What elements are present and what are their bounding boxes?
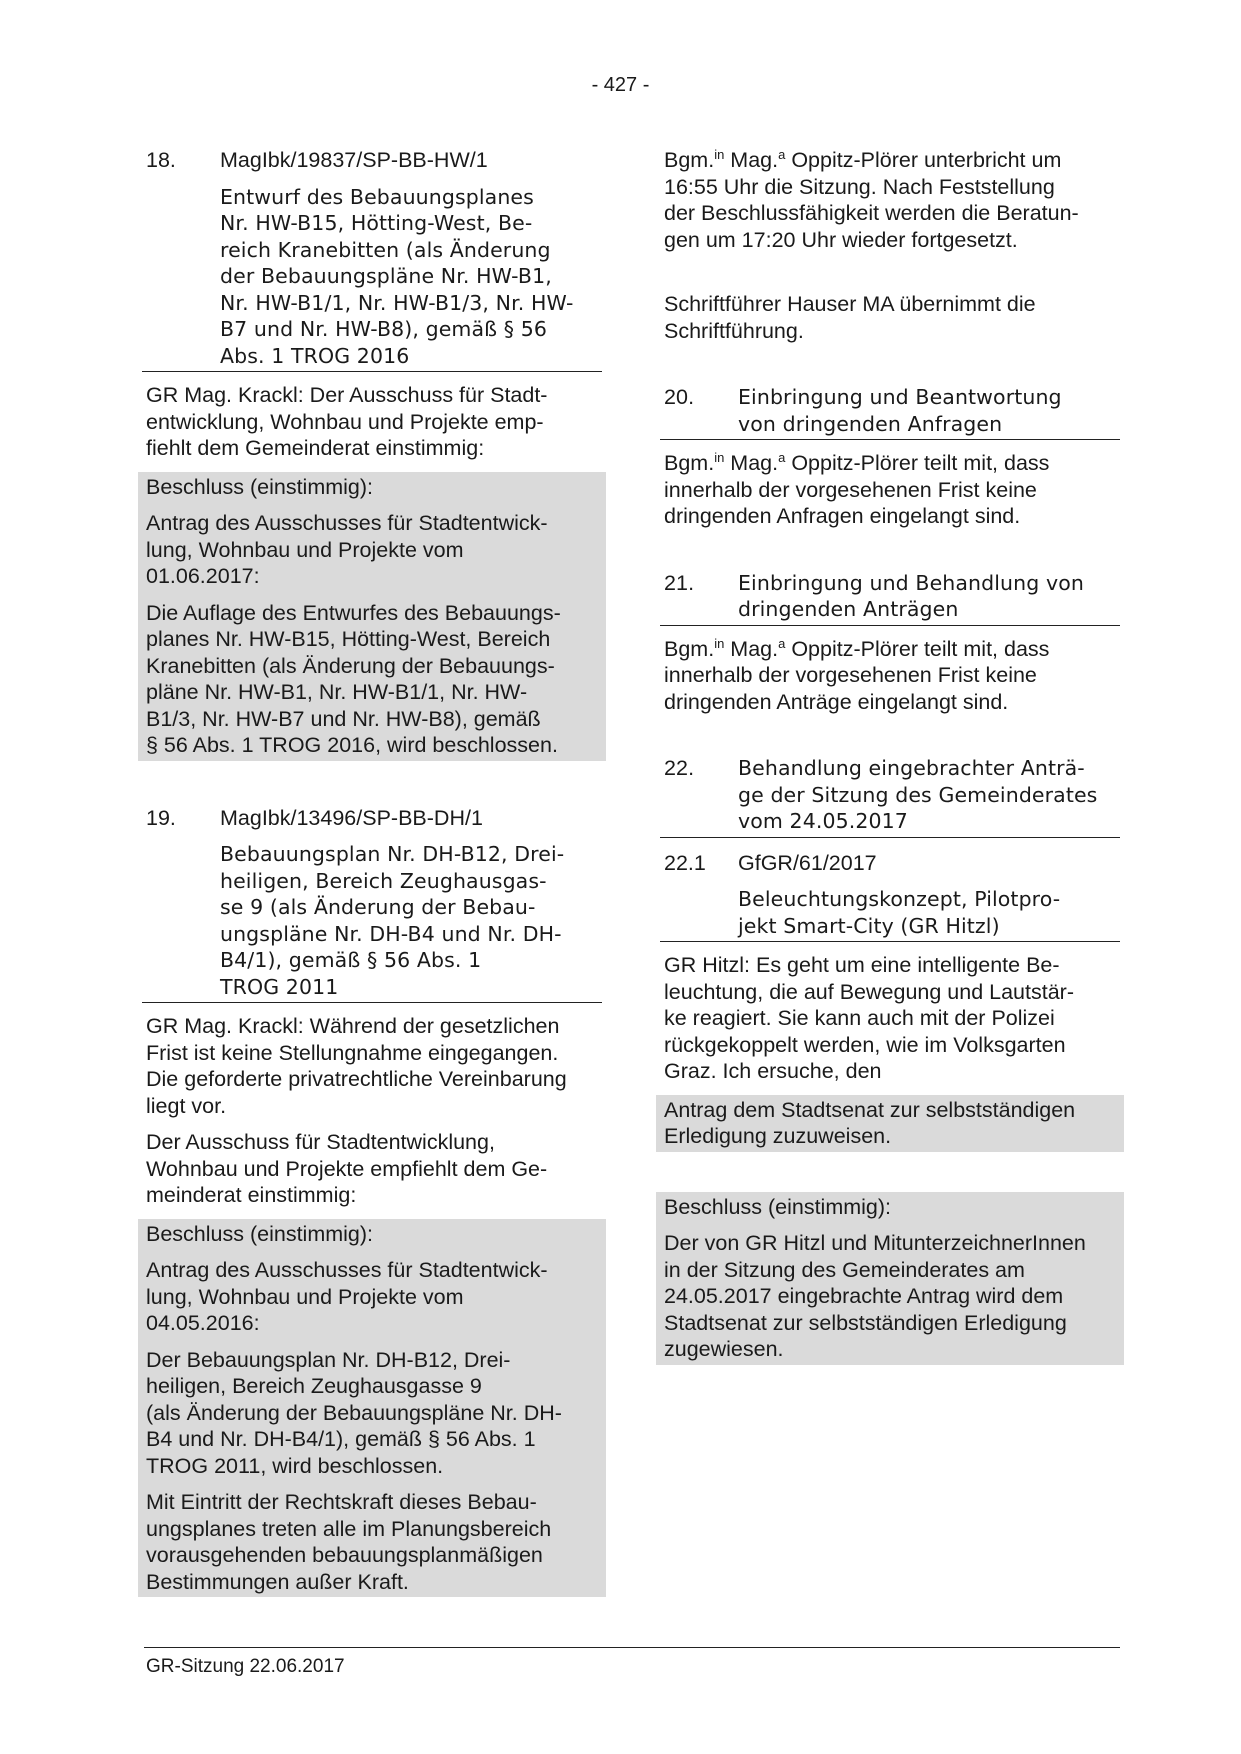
text-line: rückgekoppelt werden, wie im Volksgarten bbox=[664, 1032, 1066, 1057]
statement-continuation bbox=[664, 477, 1116, 530]
text-line: Bebauungsplan Nr. DH-B12, Drei- bbox=[220, 842, 565, 866]
text-line: heiligen, Bereich Zeughausgas- bbox=[220, 868, 547, 893]
superscript: a bbox=[778, 449, 786, 465]
text-line: innerhalb der vorgesehenen Frist keine bbox=[664, 663, 1037, 687]
item-reference: GfGR/61/2017 bbox=[738, 850, 877, 875]
text-line: Mit Eintritt der Rechtskraft dieses Bebau- bbox=[146, 1490, 537, 1514]
text-line: Antrag dem Stadtsenat zur selbstständigen bbox=[664, 1097, 1076, 1122]
text-line: Schriftführung. bbox=[664, 318, 804, 343]
title-rule bbox=[660, 941, 1120, 942]
text-line: Erledigung zuzuweisen. bbox=[664, 1124, 892, 1148]
text-line: von dringenden Anfragen bbox=[738, 411, 1003, 436]
title-rule bbox=[142, 1002, 602, 1003]
item-reference: MagIbk/19837/SP-BB-HW/1 bbox=[220, 148, 488, 172]
text-line: B7 und Nr. HW-B8), gemäß § 56 bbox=[220, 317, 548, 341]
text-line: Einbringung und Beantwortung bbox=[738, 385, 1062, 409]
text-line: Nr. HW-B15, Hötting-West, Be- bbox=[220, 211, 533, 235]
text-line: 16:55 Uhr die Sitzung. Nach Feststellung bbox=[664, 174, 1055, 199]
text-line: Der Ausschuss für Stadtentwicklung, bbox=[146, 1130, 495, 1154]
text-line: ge der Sitzung des Gemeinderates bbox=[738, 782, 1098, 807]
text-line: leuchtung, die auf Bewegung und Lautstär- bbox=[664, 979, 1074, 1004]
text-line: 24.05.2017 eingebrachte Antrag wird dem bbox=[664, 1284, 1064, 1308]
item-21-statement bbox=[664, 636, 1116, 716]
title-rule bbox=[660, 837, 1120, 838]
text-line: zugewiesen. bbox=[664, 1337, 784, 1361]
text-line: reich Kranebitten (als Änderung bbox=[220, 237, 551, 262]
footer-text: GR-Sitzung 22.06.2017 bbox=[146, 1656, 345, 1677]
item-18-intro bbox=[146, 382, 598, 462]
text-line: Stadtsenat zur selbstständigen Erledigung bbox=[664, 1310, 1067, 1335]
item-title bbox=[738, 570, 1084, 623]
text-line: Nr. HW-B1/1, Nr. HW-B1/3, Nr. HW- bbox=[220, 290, 574, 315]
text-line: Bestimmungen außer Kraft. bbox=[146, 1569, 409, 1594]
item-number: 20. bbox=[664, 385, 695, 409]
text-line: innerhalb der vorgesehenen Frist keine bbox=[664, 477, 1037, 502]
item-18-title bbox=[220, 184, 598, 372]
item-number: 21. bbox=[664, 570, 695, 595]
text-line: B4 und Nr. DH-B4/1), gemäß § 56 Abs. 1 bbox=[146, 1427, 536, 1451]
item-19-decision-box bbox=[138, 1219, 606, 1598]
text-line: Die geforderte privatrechtliche Vereinbarung bbox=[146, 1067, 567, 1091]
title-abbrev: Bgm. bbox=[664, 636, 715, 661]
item-title bbox=[738, 755, 1097, 835]
text-line: heiligen, Bereich Zeughausgasse 9 bbox=[146, 1374, 482, 1398]
item-22-1-title bbox=[738, 886, 1116, 941]
item-number: 18. bbox=[146, 148, 176, 172]
motion-text bbox=[146, 510, 598, 590]
decision-label: Beschluss (einstimmig): bbox=[146, 474, 373, 499]
text-line: Frist ist keine Stellungnahme eingegangen. bbox=[146, 1040, 559, 1065]
item-22-1-header bbox=[664, 850, 1116, 877]
item-19-intro bbox=[146, 1013, 598, 1119]
text-line: ungspläne Nr. DH-B4 und Nr. DH- bbox=[220, 921, 562, 946]
title-rule bbox=[660, 625, 1120, 626]
text-line: vom 24.05.2017 bbox=[738, 809, 908, 833]
text-line: Schriftführer Hauser MA übernimmt die bbox=[664, 292, 1036, 316]
text-line: Antrag des Ausschusses für Stadtentwick- bbox=[146, 511, 548, 535]
text-line: Behandlung eingebrachter Anträ- bbox=[738, 756, 1085, 780]
text-line: Entwurf des Bebauungsplanes bbox=[220, 184, 534, 209]
text-line: Einbringung und Behandlung von bbox=[738, 570, 1084, 595]
text-line: gen um 17:20 Uhr wieder fortgesetzt. bbox=[664, 227, 1018, 252]
text-line: (als Änderung der Bebauungspläne Nr. DH- bbox=[146, 1400, 562, 1425]
text-line: Kranebitten (als Änderung der Bebauungs- bbox=[146, 653, 555, 678]
superscript: a bbox=[778, 146, 786, 162]
text-line: GR Mag. Krackl: Während der gesetzlichen bbox=[146, 1014, 560, 1038]
text-line: Beleuchtungskonzept, Pilotpro- bbox=[738, 887, 1061, 911]
item-20-statement bbox=[664, 450, 1116, 530]
note-text: Oppitz-Plörer unterbricht um bbox=[791, 148, 1062, 172]
text-line: Abs. 1 TROG 2016 bbox=[220, 343, 410, 368]
statement-continuation bbox=[664, 662, 1116, 715]
text-line: Der Bebauungsplan Nr. DH-B12, Drei- bbox=[146, 1347, 511, 1372]
title-rule bbox=[142, 371, 602, 372]
item-title bbox=[738, 384, 1062, 437]
text-line: fiehlt dem Gemeinderat einstimmig: bbox=[146, 436, 485, 460]
text-line: § 56 Abs. 1 TROG 2016, wird beschlossen. bbox=[146, 733, 558, 757]
text-line: entwicklung, Wohnbau und Projekte emp- bbox=[146, 409, 544, 434]
item-22-1-request-box bbox=[656, 1095, 1124, 1152]
text-line: vorausgehenden bebauungsplanmäßigen bbox=[146, 1543, 543, 1567]
superscript: in bbox=[714, 146, 725, 162]
item-18-decision-box bbox=[138, 472, 606, 761]
text-line: ke reagiert. Sie kann auch mit der Polizei bbox=[664, 1006, 1055, 1030]
superscript: a bbox=[778, 635, 786, 651]
decision-text bbox=[146, 1347, 598, 1480]
text-line: meinderat einstimmig: bbox=[146, 1183, 357, 1207]
item-20-header bbox=[664, 384, 1116, 437]
decision-text bbox=[146, 600, 598, 759]
text-line: GR Mag. Krackl: Der Ausschuss für Stadt- bbox=[146, 383, 548, 407]
footer-rule bbox=[144, 1647, 1120, 1648]
item-19-recommendation bbox=[146, 1129, 598, 1209]
text-line: pläne Nr. HW-B1, Nr. HW-B1/1, Nr. HW- bbox=[146, 680, 528, 704]
text-line: Die Auflage des Entwurfes des Bebauungs- bbox=[146, 600, 561, 625]
title-abbrev: Bgm. bbox=[664, 451, 715, 475]
text-line: TROG 2011 bbox=[220, 974, 339, 999]
superscript: in bbox=[714, 635, 725, 651]
item-22-header bbox=[664, 755, 1116, 835]
text-line: Der von GR Hitzl und MitunterzeichnerInnen bbox=[664, 1231, 1086, 1255]
item-number: 22. bbox=[664, 756, 695, 780]
right-column bbox=[664, 147, 1116, 1365]
superscript: in bbox=[714, 449, 725, 465]
statement-text: Oppitz-Plörer teilt mit, dass bbox=[791, 451, 1050, 475]
request-text bbox=[664, 1097, 1116, 1150]
text-line: planes Nr. HW-B15, Hötting-West, Bereich bbox=[146, 627, 551, 651]
item-18-header bbox=[146, 147, 598, 174]
statement-text: Oppitz-Plörer teilt mit, dass bbox=[791, 636, 1050, 661]
text-line: GR Hitzl: Es geht um eine intelligente Be- bbox=[664, 953, 1060, 977]
effect-text bbox=[146, 1489, 598, 1595]
note-continuation bbox=[664, 174, 1116, 254]
item-21-header bbox=[664, 570, 1116, 623]
text-line: ungsplanes treten alle im Planungsbereich bbox=[146, 1516, 552, 1541]
text-line: 01.06.2017: bbox=[146, 564, 260, 588]
title-abbrev: Mag. bbox=[730, 636, 779, 661]
text-line: 04.05.2016: bbox=[146, 1311, 260, 1335]
text-line: B4/1), gemäß § 56 Abs. 1 bbox=[220, 948, 482, 972]
text-line: Antrag des Ausschusses für Stadtentwick- bbox=[146, 1258, 548, 1282]
text-line: B1/3, Nr. HW-B7 und Nr. HW-B8), gemäß bbox=[146, 706, 541, 731]
item-19-title bbox=[220, 841, 598, 1002]
decision-label: Beschluss (einstimmig): bbox=[664, 1194, 891, 1219]
text-line: liegt vor. bbox=[146, 1093, 227, 1118]
text-line: der Bebauungspläne Nr. HW-B1, bbox=[220, 264, 552, 288]
title-rule bbox=[660, 439, 1120, 440]
text-line: lung, Wohnbau und Projekte vom bbox=[146, 1284, 464, 1309]
text-line: Wohnbau und Projekte empfiehlt dem Ge- bbox=[146, 1156, 548, 1181]
secretary-note bbox=[664, 291, 1116, 344]
text-line: dringenden Anfragen eingelangt sind. bbox=[664, 504, 1021, 528]
item-number: 19. bbox=[146, 805, 176, 830]
item-22-1-decision-box bbox=[656, 1192, 1124, 1365]
text-line: der Beschlussfähigkeit werden die Beratun- bbox=[664, 201, 1079, 225]
left-column bbox=[146, 147, 598, 1597]
text-line: Graz. Ich ersuche, den bbox=[664, 1059, 882, 1083]
decision-text bbox=[664, 1230, 1116, 1363]
text-line: dringenden Anträge eingelangt sind. bbox=[664, 689, 1009, 714]
title-abbrev: Mag. bbox=[730, 148, 779, 172]
item-19-header bbox=[146, 805, 598, 832]
page-number: - 427 - bbox=[591, 74, 650, 96]
title-abbrev: Bgm. bbox=[664, 148, 715, 172]
text-line: lung, Wohnbau und Projekte vom bbox=[146, 537, 464, 562]
text-line: dringenden Anträgen bbox=[738, 597, 959, 621]
text-line: in der Sitzung des Gemeinderates am bbox=[664, 1257, 1025, 1282]
text-line: jekt Smart-City (GR Hitzl) bbox=[738, 913, 1000, 938]
title-abbrev: Mag. bbox=[730, 451, 779, 475]
motion-text bbox=[146, 1257, 598, 1337]
item-22-1-intro bbox=[664, 952, 1116, 1085]
decision-label: Beschluss (einstimmig): bbox=[146, 1221, 373, 1246]
text-line: TROG 2011, wird beschlossen. bbox=[146, 1453, 444, 1478]
interruption-note bbox=[664, 147, 1116, 253]
item-reference: MagIbk/13496/SP-BB-DH/1 bbox=[220, 805, 483, 830]
text-line: se 9 (als Änderung der Bebau- bbox=[220, 895, 536, 919]
item-number: 22.1 bbox=[664, 850, 706, 875]
